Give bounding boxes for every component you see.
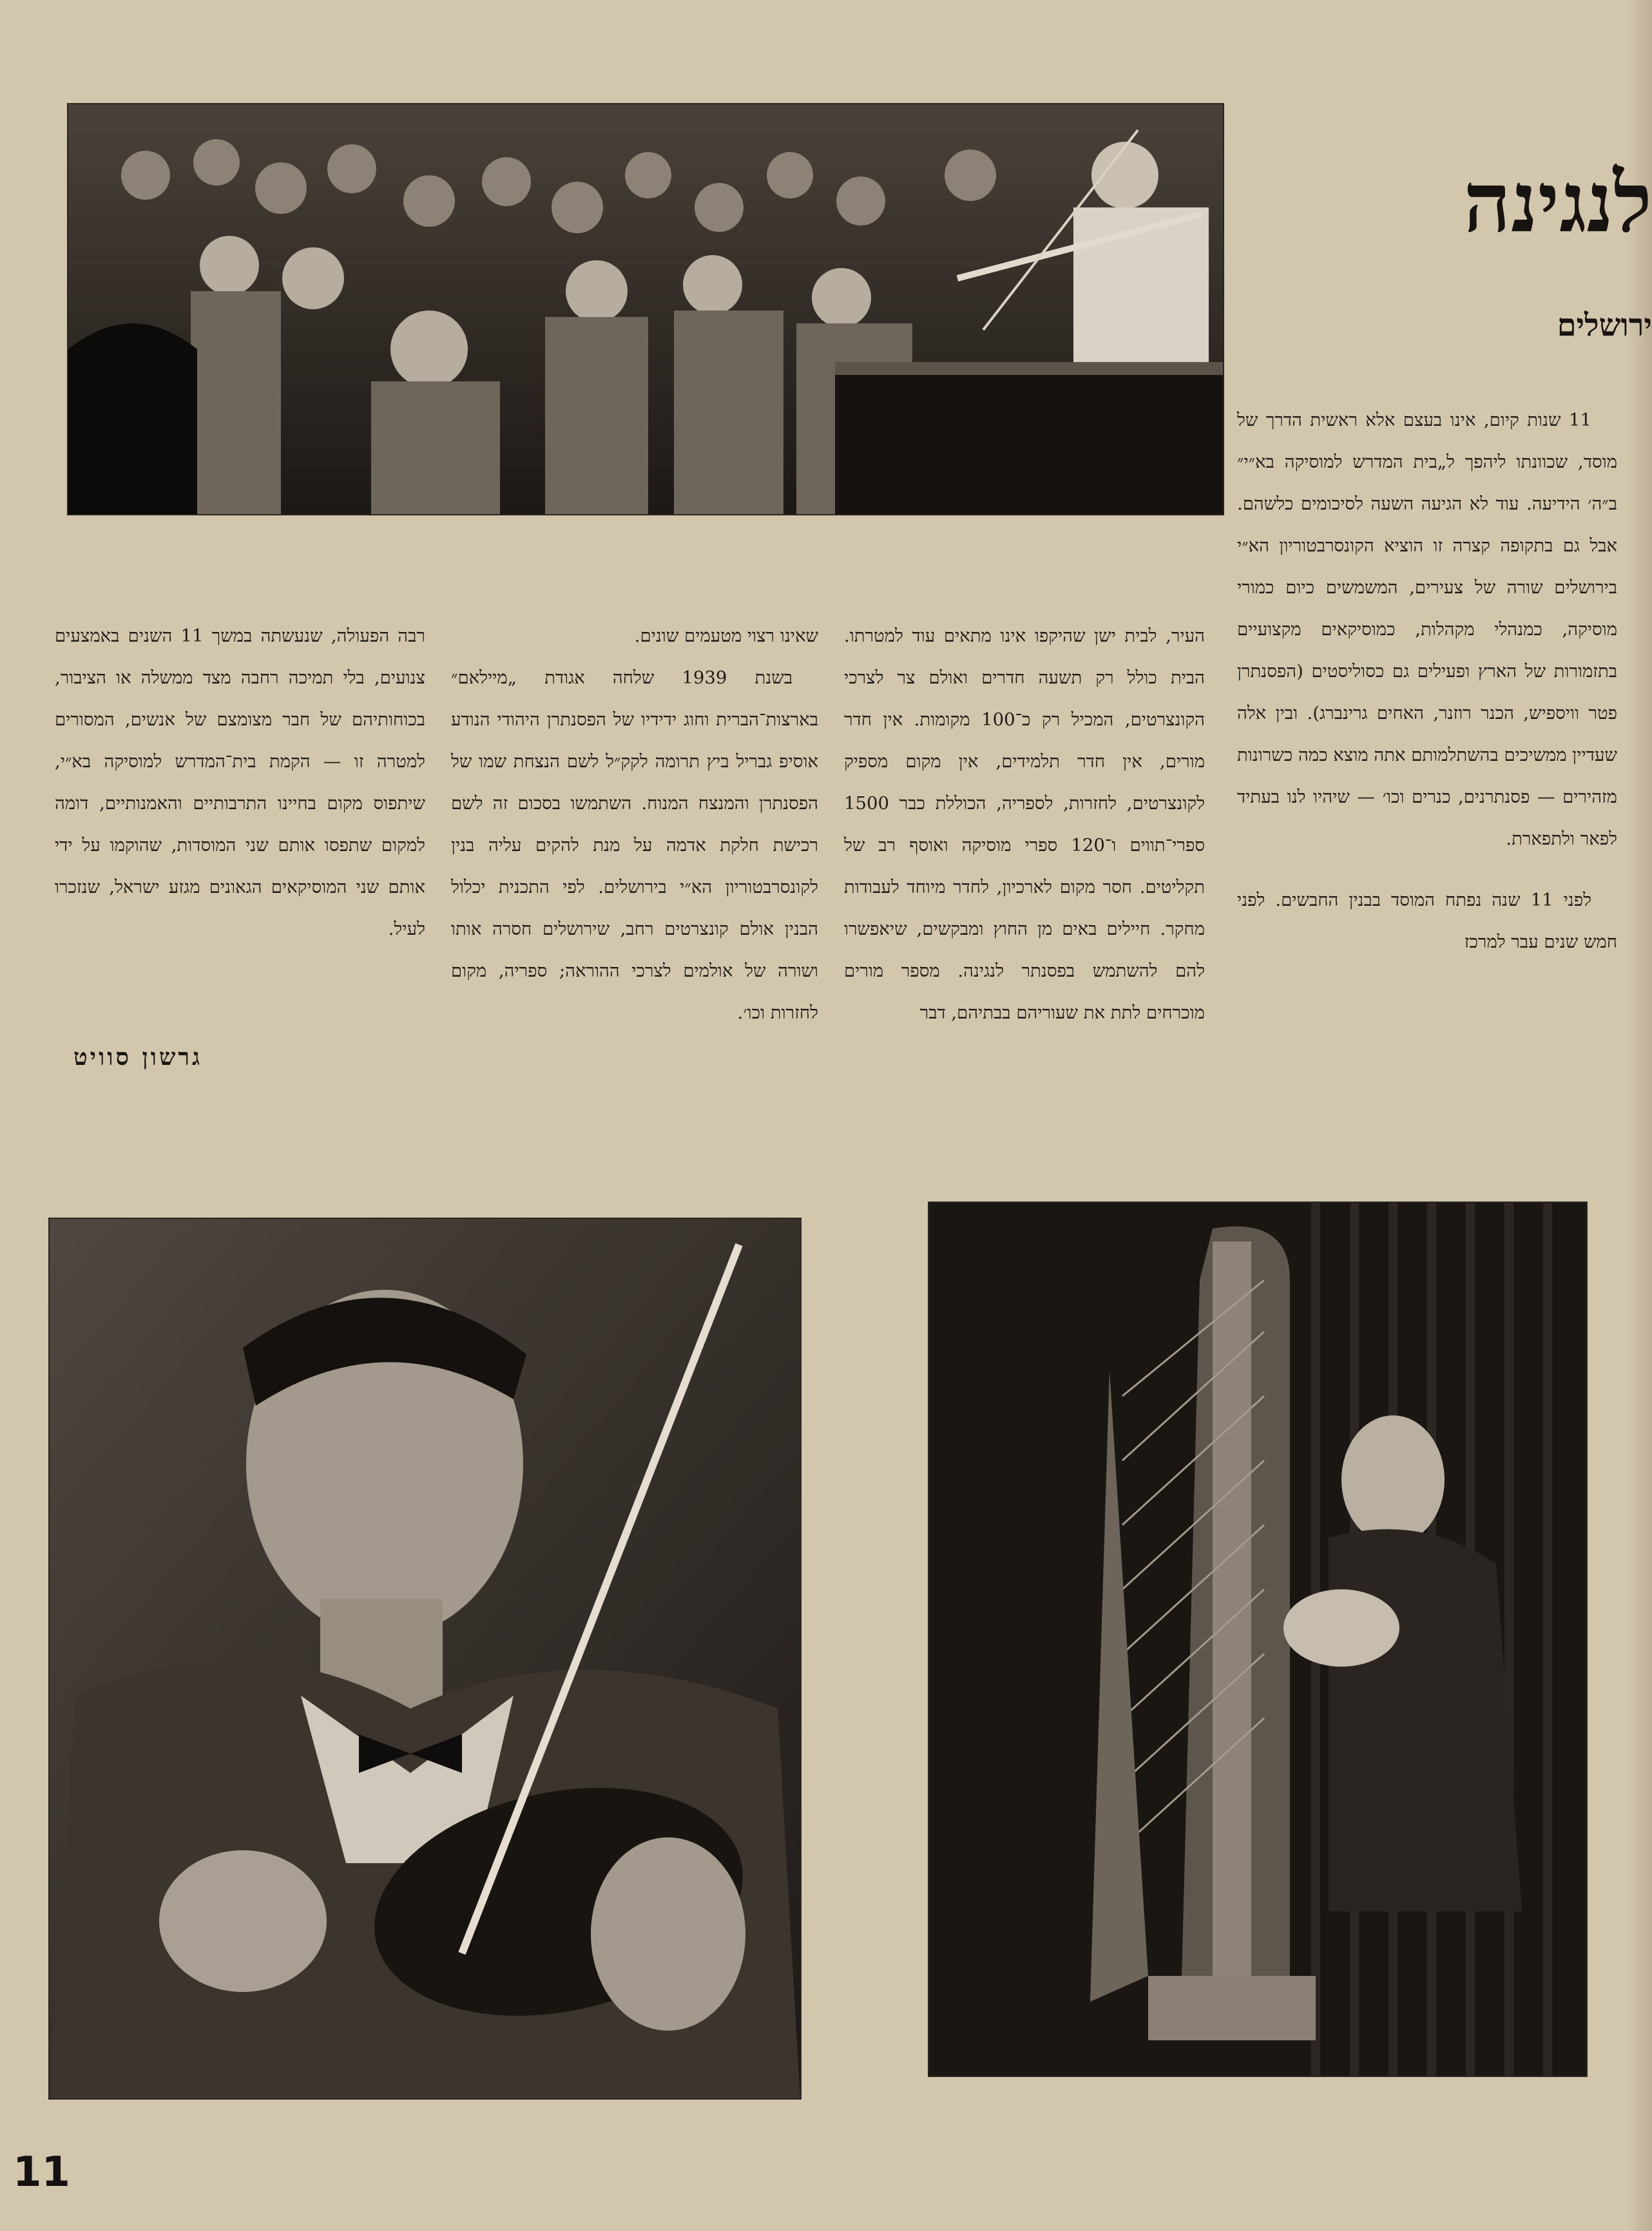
article-paragraph: לפני 11 שנה נפתח המוסד בבנין החבשים. לפני חמש שנים עבר למרכז <box>1237 890 1617 952</box>
article-headline: לנגינה <box>1463 155 1652 251</box>
article-subheading: ירושלים <box>1557 307 1652 343</box>
author-signature: גרשון סוויט <box>73 1044 202 1071</box>
concert-audience-photo <box>67 103 1224 515</box>
article-column-4 <box>55 615 425 950</box>
article-paragraph: רבה הפעולה, שנעשתה במשך 11 השנים באמצעים צנועים, בלי תמיכה רחבה מצד ממשלה או הציבור, בכוחותיהם של חבר מצומצם של אנשים, המסורים למטרה זו — הקמת בית־המדרש למוסיקה בא״י, שיתפוס מקום בחיינו התרבותיים והאמנותיים, דומה למקום שתפסו אותם שני המוסדות, שהוקמו על ידי אותם שני המוסיקאים הגאונים מגזע ישראל, שנזכרו לעיל. <box>55 626 425 939</box>
article-paragraph: שאינו רצוי מטעמים שונים. <box>634 626 818 646</box>
harpist-photo <box>928 1202 1588 2077</box>
article-paragraph: בשנת 1939 שלחה אגודת „מיילאם״ בארצות־הברית וחוג ידידיו של הפסנתרן היהודי הנודע אוסיפ גבריל ביץ תרומה לקק״ל לשם הנצחת שמו של הפסנתרן והמנצח המנוח. השתמשו בסכום זה לשם רכישת חלקת אדמה על מנת להקים עליה בנין לקונסרבטוריון הא״י בירושלים. לפי התכנית יכלול הבנין אולם קונצרטים רחב, שירושלים חסרה אותו ושורה של אולמים לצרכי ההוראה; ספריה, מקום לחזרות וכו׳. <box>451 667 818 1023</box>
article-paragraph: העיר, לבית ישן שהיקפו אינו מתאים עוד למטרתו. הבית כולל רק תשעה חדרים ואולם צר לצרכי הקונצרטים, המכיל רק כ־100 מקומות. אין חדר מורים, אין חדר תלמידים, אין מקום מספיק לקונצרטים, לחזרות, לספריה, הכוללת כבר 1500 ספרי־תווים ו־120 ספרי מוסיקה ואוסף רב של תקליטים. חסר מקום לארכיון, לחדר מיוחד לעבודות מחקר. חיילים באים מן החוץ ומבקשים, שיאפשרו להם להשתמש בפסנתר לנגינה. מספר מורים מוכרחים לתת את שעוריהם בבתיהם, דבר <box>844 626 1205 1023</box>
article-column-1 <box>1237 399 1617 963</box>
violinist-photo <box>48 1218 802 2100</box>
page-number: 11 <box>13 2149 71 2196</box>
article-column-2 <box>844 615 1205 1034</box>
article-paragraph: 11 שנות קיום, אינו בעצם אלא ראשית הדרך של מוסד, שכוונתו ליהפך ל„בית המדרש למוסיקה בא״י״ ב״ה׳ הידיעה. עוד לא הגיעה השעה לסיכומים כלשהם. אבל גם בתקופה קצרה זו הוציא הקונסרבטוריון הא״י בירושלים שורה של צעירים, המשמשים כיום כמורי מוסיקה, כמנהלי מקהלות, כמוסיקאים מקצועיים בתזמורות של הארץ ופעילים גם כסוליסטים (הפסנתרן פטר וויספיש, הכנר רוזנר, האחים גרינברג). ובין אלה שעדיין ממשיכים בהשתלמותם אתה מוצא כמה כשרונות מזהירים — פסנתרנים, כנרים וכו׳ — שיהיו לנו בעתיד לפאר ולתפארת. <box>1237 410 1617 849</box>
article-column-3 <box>451 615 818 1034</box>
